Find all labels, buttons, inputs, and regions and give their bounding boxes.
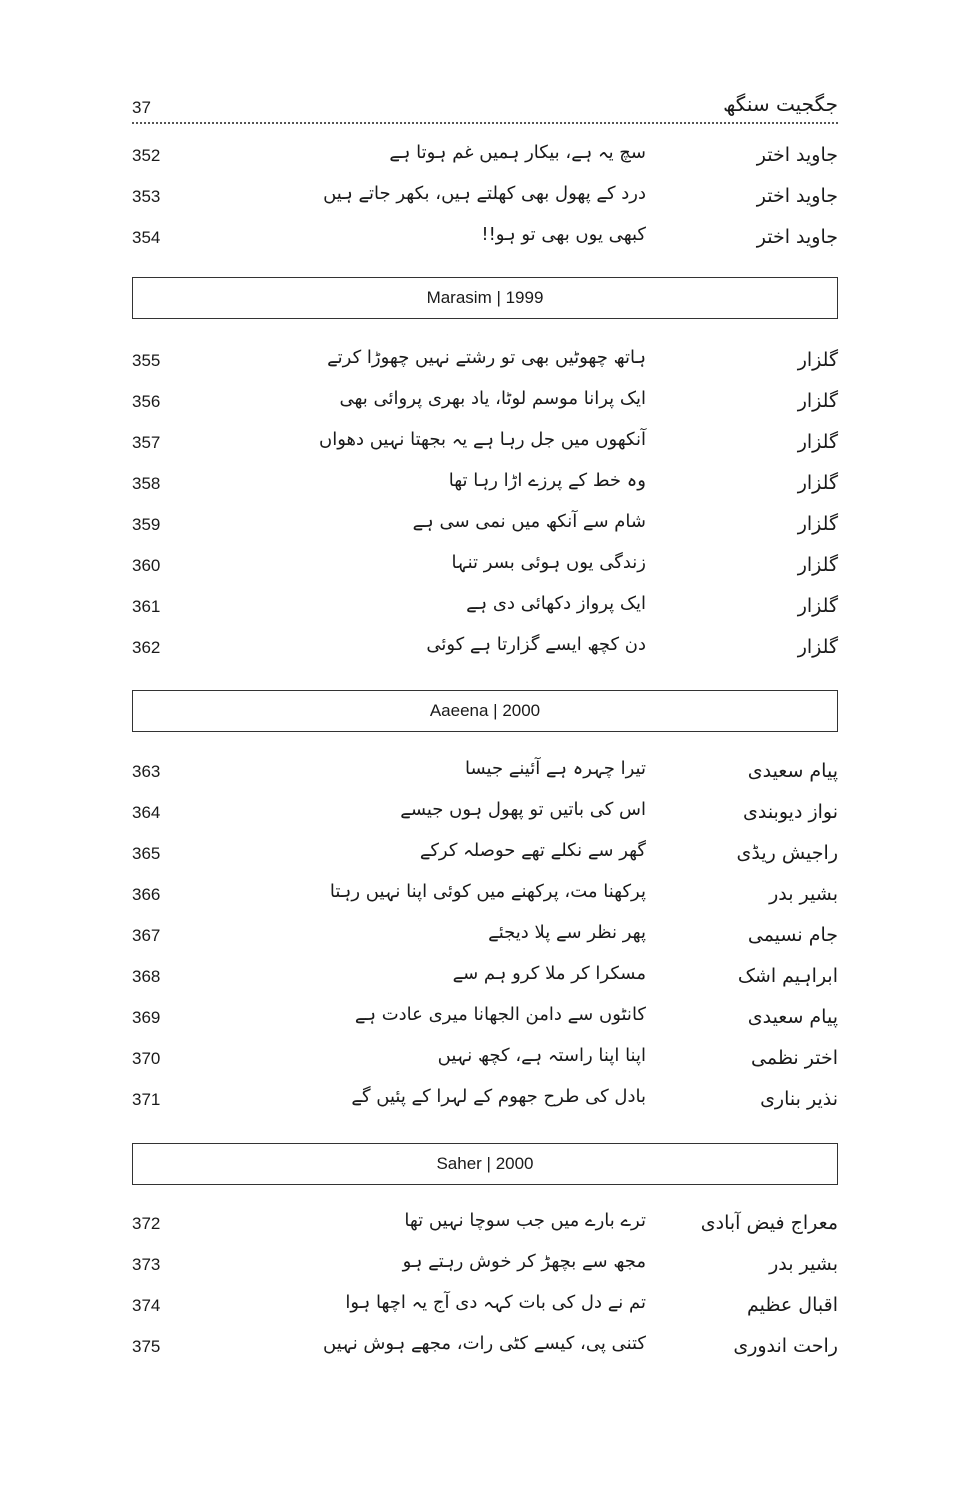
poet-name: گلزار [797,636,838,658]
track-number: 352 [132,146,161,165]
poet-name: جاوید اختر [756,226,838,248]
song-title: پھر نظر سے پلا دیجئے [488,922,646,943]
song-title: دن کچھ ایسے گزارتا ہے کوئی [426,634,646,655]
page-number: 37 [132,98,151,117]
poet-name: اقبال عظیم [746,1294,838,1316]
song-title: گھر سے نکلے تھے حوصلہ کرکے [419,840,646,861]
poet-name: راحت اندوری [733,1335,838,1357]
list-item [132,879,838,913]
song-title: سچ یہ ہے، بیکار ہمیں غم ہوتا ہے [389,142,646,163]
poet-name: گلزار [797,554,838,576]
song-title: تم نے دل کی بات کہہ دی آج یہ اچھا ہوا [345,1292,646,1313]
track-number: 374 [132,1296,161,1315]
track-number: 371 [132,1090,161,1109]
track-number: 361 [132,597,161,616]
song-title: زندگی یوں ہوئی بسر تنہا [451,552,646,573]
song-title: درد کے پھول بھی کھلتے ہیں، بکھر جاتے ہیں [323,183,646,204]
track-number: 354 [132,228,161,247]
poet-name: جاوید اختر [756,144,838,166]
poet-name: گلزار [797,595,838,617]
poet-name: معراج فیض آبادی [700,1212,838,1234]
list-item [132,550,838,584]
page-header [132,92,838,124]
track-number: 369 [132,1008,161,1027]
song-title: اس کی باتیں تو پھول ہوں جیسے [400,799,646,820]
list-item [132,591,838,625]
poet-name: جاوید اختر [756,185,838,207]
track-number: 362 [132,638,161,657]
song-title: وہ خط کے پرزے اڑا رہا تھا [448,470,646,491]
list-item [132,1290,838,1324]
poet-name: نواز دیوبندی [742,801,838,823]
song-title: ہاتھ چھوٹیں بھی تو رشتے نہیں چھوڑا کرتے [327,347,646,368]
header-divider [132,122,838,124]
song-title: پرکھنا مت، پرکھنے میں کوئی اپنا نہیں رہتا [329,881,646,902]
page-title: جگجیت سنگھ [723,92,838,116]
list-item [132,920,838,954]
list-item [132,1331,838,1365]
track-number: 358 [132,474,161,493]
poet-name: گلزار [797,513,838,535]
track-number: 368 [132,967,161,986]
poet-name: بشیر بدر [769,883,838,905]
list-item [132,961,838,995]
track-number: 370 [132,1049,161,1068]
track-number: 372 [132,1214,161,1233]
list-item [132,222,838,256]
list-item [132,140,838,174]
song-title: کانٹوں سے دامن الجھانا میری عادت ہے [354,1004,646,1025]
song-title: اپنا اپنا راستہ ہے، کچھ نہیں [437,1045,646,1066]
list-item [132,509,838,543]
song-title: کبھی یوں بھی تو ہو!! [481,224,646,245]
poet-name: راجیش ریڈی [736,842,838,864]
track-number: 353 [132,187,161,206]
track-number: 363 [132,762,161,781]
poet-name: ابراہیم اشک [737,965,838,987]
list-item [132,386,838,420]
track-number: 355 [132,351,161,370]
song-title: آنکھوں میں جل رہا ہے یہ بجھتا نہیں دھواں [318,429,646,450]
poet-name: جام نسیمی [747,924,838,946]
song-title: ترے بارے میں جب سوچا نہیں تھا [404,1210,646,1231]
poet-name: گلزار [797,472,838,494]
poet-name: نذیر بناری [760,1088,838,1110]
album-section-header: Aaeena | 2000 [132,690,838,732]
song-title: بادل کی طرح جھوم کے لہرا کے پئیں گے [351,1086,646,1107]
album-section-header: Marasim | 1999 [132,277,838,319]
track-number: 367 [132,926,161,945]
poet-name: پیام سعیدی [747,1006,838,1028]
track-number: 356 [132,392,161,411]
song-title: تیرا چہرہ ہے آئینے جیسا [464,758,646,779]
track-number: 359 [132,515,161,534]
list-item [132,1208,838,1242]
list-item [132,1043,838,1077]
poet-name: پیام سعیدی [747,760,838,782]
song-title: مسکرا کر ملا کرو ہم سے [452,963,646,984]
album-section-header: Saher | 2000 [132,1143,838,1185]
list-item [132,756,838,790]
song-title: کتنی پی، کیسے کٹی رات، مجھے ہوش نہیں [323,1333,646,1354]
list-item [132,427,838,461]
track-number: 360 [132,556,161,575]
poet-name: گلزار [797,390,838,412]
poet-name: گلزار [797,349,838,371]
song-title: ایک پرانا موسم لوٹا، یاد بھری پروائی بھی [339,388,646,409]
poet-name: گلزار [797,431,838,453]
song-title: مجھ سے بچھڑ کر خوش رہتے ہو [402,1251,646,1272]
list-item [132,1249,838,1283]
track-number: 357 [132,433,161,452]
track-number: 375 [132,1337,161,1356]
track-number: 373 [132,1255,161,1274]
track-number: 365 [132,844,161,863]
poet-name: اختر نظمی [751,1047,838,1069]
list-item [132,838,838,872]
list-item [132,632,838,666]
track-number: 366 [132,885,161,904]
list-item [132,797,838,831]
list-item [132,468,838,502]
track-number: 364 [132,803,161,822]
list-item [132,345,838,379]
list-item [132,1084,838,1118]
poet-name: بشیر بدر [769,1253,838,1275]
list-item [132,1002,838,1036]
song-title: شام سے آنکھ میں نمی سی ہے [412,511,646,532]
list-item [132,181,838,215]
song-title: ایک پرواز دکھائی دی ہے [466,593,646,614]
